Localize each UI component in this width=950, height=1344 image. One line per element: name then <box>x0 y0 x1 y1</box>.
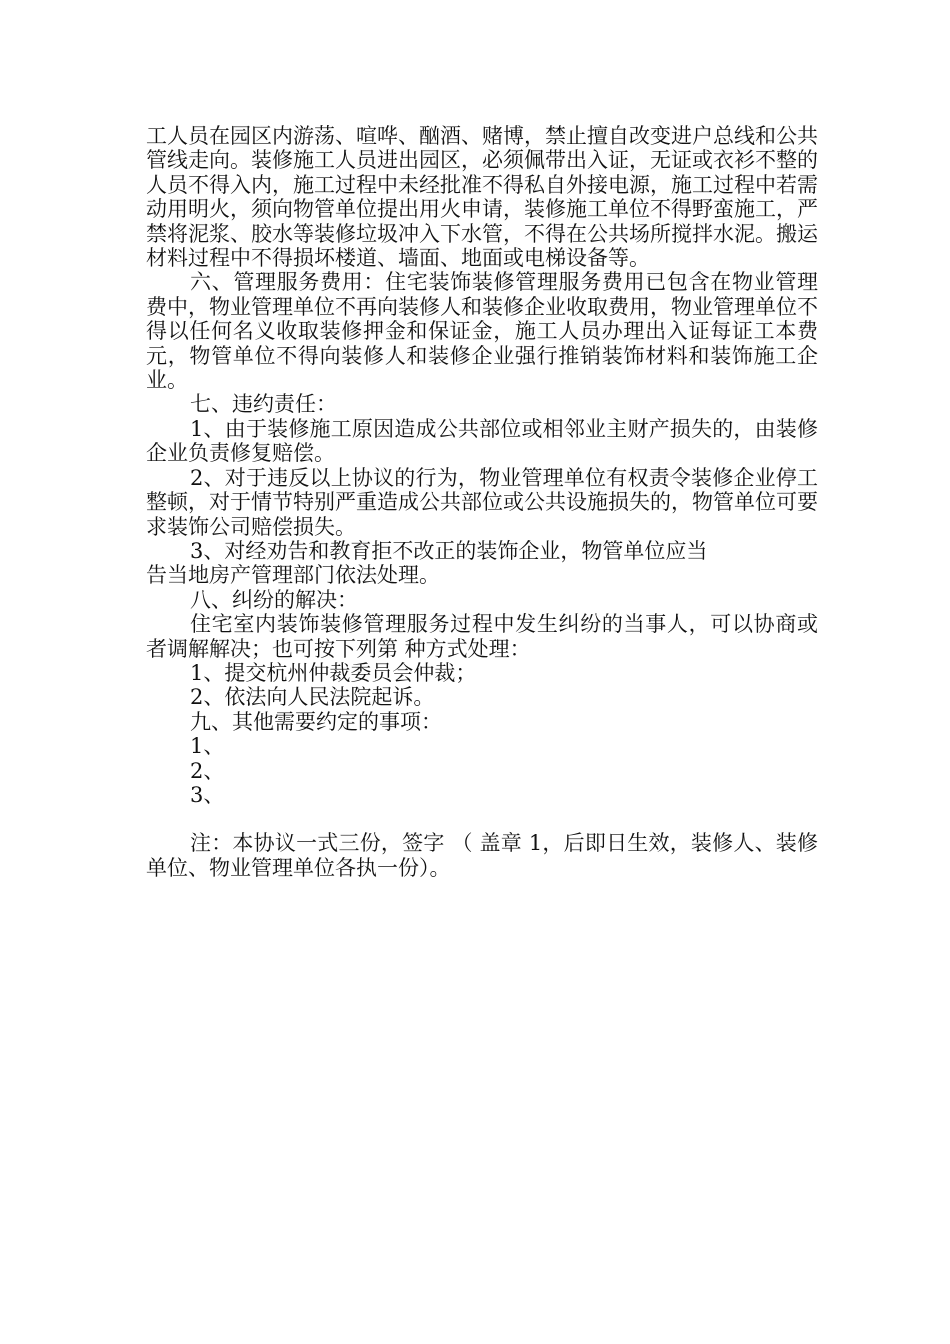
document-body <box>146 124 818 880</box>
dispute-option-1: 1、提交杭州仲裁委员会仲裁； <box>190 660 477 685</box>
liability-item-2: 2、对于违反以上协议的行为，物业管理单位有权责令装修企业停工整顿，对于情节特别严重造成公共部位或公共设施损失的，物管单位可要求装饰公司赔偿损失。 <box>146 465 818 539</box>
section-heading-dispute: 八、纠纷的解决： <box>190 587 358 612</box>
section-heading-other-matters: 九、其他需要约定的事项： <box>190 709 442 734</box>
other-matter-item-3: 3、 <box>190 782 225 807</box>
paragraph-dispute-resolution: 住宅室内装饰装修管理服务过程中发生纠纷的当事人，可以协商或者调解解决；也可按下列第 种方式处理： <box>146 612 818 661</box>
section-heading-liability: 七、违约责任： <box>190 392 337 417</box>
other-matter-item-2: 2、 <box>190 758 225 783</box>
note-paragraph: 注：本协议一式三份，签字 （ 盖章 1，后即日生效，装修人、装修单位、物业管理单位各执一份）。 <box>146 831 818 880</box>
spacer <box>146 807 818 831</box>
paragraph-construction-rules: 工人员在园区内游荡、喧哗、酗酒、赌博，禁止擅自改变进户总线和公共管线走向。装修施工人员进出园区，必须佩带出入证，无证或衣衫不整的人员不得入内，施工过程中未经批准不得私自外接电源，施工过程中若需动用明火，须向物管单位提出用火申请，装修施工单位不得野蛮施工，严禁将泥浆、胶水等装修垃圾冲入下水管，不得在公共场所搅拌水泥。搬运材料过程中不得损坏楼道、墙面、地面或电梯设备等。 <box>146 124 818 271</box>
liability-item-3: 3、对经劝告和教育拒不改正的装饰企业，物管单位应当 <box>190 538 708 563</box>
paragraph-management-fees: 六、管理服务费用：住宅装饰装修管理服务费用已包含在物业管理费中，物业管理单位不再向装修人和装修企业收取费用，物业管理单位不得以任何名义收取装修押金和保证金，施工人员办理出入证每证工本费 元，物管单位不得向装修人和装修企业强行推销装饰材料和装饰施工企业。 <box>146 270 818 393</box>
liability-item-1: 1、由于装修施工原因造成公共部位或相邻业主财产损失的，由装修企业负责修复赔偿。 <box>146 416 818 466</box>
liability-item-3-continued: 告当地房产管理部门依法处理。 <box>146 563 440 588</box>
other-matter-item-1: 1、 <box>190 734 225 759</box>
dispute-option-2: 2、依法向人民法院起诉。 <box>190 685 435 710</box>
